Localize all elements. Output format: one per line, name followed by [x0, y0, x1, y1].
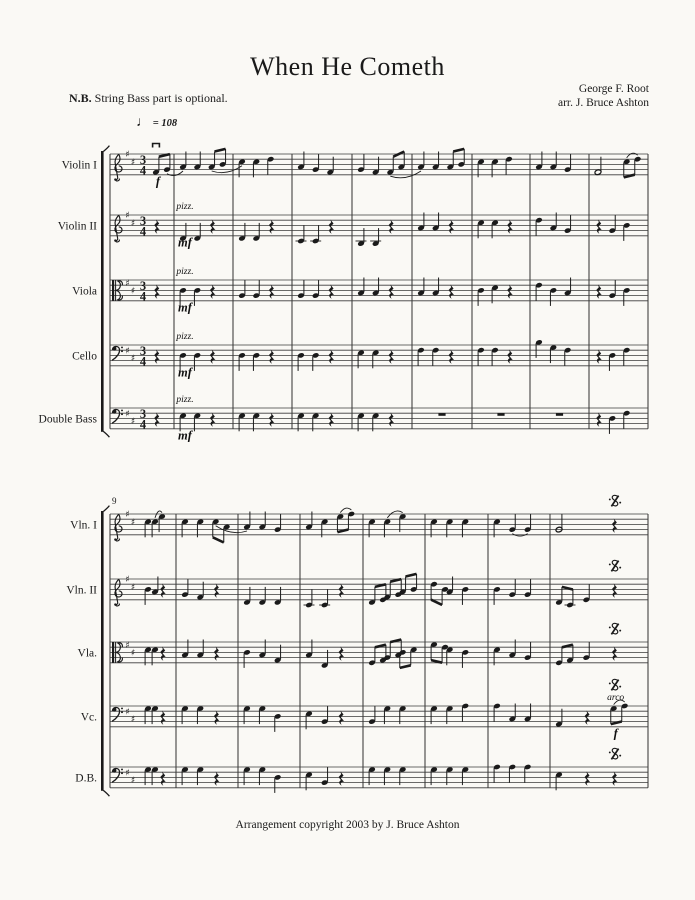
treble-clef-icon	[115, 580, 122, 606]
alto-clef-icon	[112, 642, 114, 663]
measure-number: 9	[112, 496, 117, 506]
time-signature-numerator: 3	[139, 343, 147, 358]
sharp-sign: ♯	[125, 640, 130, 651]
quarter-rest	[339, 711, 345, 725]
sharp-sign: ♯	[130, 219, 136, 229]
bracket-hook	[103, 431, 109, 437]
beam	[431, 660, 442, 663]
quarter-rest	[596, 413, 602, 427]
bass-clef-icon	[121, 346, 123, 348]
quarter-rest	[160, 647, 166, 661]
sharp-sign: ♯	[125, 150, 130, 161]
quarter-rest	[210, 350, 216, 364]
quarter-rest	[154, 413, 160, 427]
beam	[431, 600, 442, 605]
quarter-rest	[389, 220, 395, 234]
quarter-rest	[269, 350, 275, 364]
quarter-rest	[339, 647, 345, 661]
sharp-sign: ♯	[125, 575, 130, 586]
quarter-rest	[269, 285, 275, 299]
quarter-rest	[389, 413, 395, 427]
sharp-sign: ♯	[125, 278, 130, 289]
beam	[375, 584, 386, 587]
technique-marking: arco	[607, 693, 625, 703]
quarter-rest	[585, 711, 591, 725]
quarter-rest	[214, 584, 220, 598]
quarter-rest	[389, 285, 395, 299]
quarter-rest	[329, 413, 335, 427]
time-signature-denominator: 4	[139, 163, 147, 178]
time-signature-numerator: 3	[139, 278, 147, 293]
sharp-sign: ♯	[125, 707, 130, 718]
quarter-rest	[507, 220, 513, 234]
quarter-rest	[329, 285, 335, 299]
time-signature-denominator: 4	[139, 224, 147, 239]
segno-icon	[619, 630, 621, 632]
segno-icon	[609, 682, 611, 684]
bracket-hook	[103, 790, 109, 796]
copyright-line: Arrangement copyright 2003 by J. Bruce Ashton	[235, 819, 460, 831]
segno-icon	[609, 498, 611, 500]
quarter-rest	[210, 220, 216, 234]
quarter-rest	[210, 413, 216, 427]
downbow-icon	[153, 144, 160, 148]
bracket-hook	[103, 506, 109, 512]
quarter-rest	[585, 772, 591, 786]
quarter-rest	[596, 220, 602, 234]
quarter-rest	[507, 285, 513, 299]
quarter-rest	[339, 584, 345, 598]
beam	[390, 579, 401, 582]
beam	[453, 149, 464, 152]
quarter-rest	[214, 711, 220, 725]
quarter-rest	[269, 220, 275, 234]
page-title: When He Cometh	[250, 52, 445, 81]
staff-label: Double Bass	[38, 413, 97, 426]
quarter-rest	[449, 285, 455, 299]
sharp-sign: ♯	[130, 518, 136, 528]
segno-icon	[619, 502, 621, 504]
tempo-value: = 108	[152, 118, 178, 129]
quarter-rest	[449, 220, 455, 234]
sharp-sign: ♯	[130, 417, 136, 428]
quarter-rest	[612, 519, 618, 533]
time-signature-numerator: 3	[139, 406, 147, 421]
bass-clef-icon	[121, 409, 123, 411]
sharp-sign: ♯	[130, 715, 136, 726]
staff-label: Violin II	[57, 220, 97, 233]
arranger-name: arr. J. Bruce Ashton	[557, 97, 649, 109]
quarter-rest	[329, 220, 335, 234]
quarter-rest	[154, 285, 160, 299]
sharp-sign: ♯	[130, 158, 136, 168]
dynamic-marking: mf	[178, 300, 192, 315]
staff-label: Vln. II	[66, 584, 97, 597]
treble-clef-icon	[115, 155, 122, 181]
technique-marking: pizz.	[176, 202, 194, 212]
segno-icon	[609, 563, 611, 565]
bass-clef-icon	[121, 711, 123, 713]
staff-label: Cello	[72, 350, 97, 363]
quarter-rest	[269, 413, 275, 427]
nb-text: String Bass part is optional.	[91, 91, 228, 105]
sharp-sign: ♯	[125, 211, 130, 222]
treble-clef-icon	[115, 515, 122, 541]
quarter-rest	[214, 647, 220, 661]
staff-label: Vc.	[80, 711, 97, 724]
technique-marking: pizz.	[176, 332, 194, 342]
time-signature-numerator: 3	[139, 213, 147, 228]
sharp-sign: ♯	[130, 648, 136, 659]
quarter-rest	[449, 350, 455, 364]
staff-label: Violin I	[61, 159, 97, 172]
system-bracket	[101, 511, 104, 791]
quarter-rest	[210, 285, 216, 299]
time-signature-denominator: 4	[139, 354, 147, 369]
bass-clef-icon	[121, 350, 123, 352]
bass-clef-icon	[121, 768, 123, 770]
composer-name: George F. Root	[578, 83, 649, 95]
segno-icon	[609, 751, 611, 753]
quarter-note-icon: ♩	[136, 115, 150, 130]
whole-rest	[497, 413, 504, 416]
beam	[213, 537, 224, 542]
treble-clef-icon	[114, 538, 116, 540]
bass-clef-icon	[121, 413, 123, 415]
sharp-sign: ♯	[130, 583, 136, 593]
quarter-rest	[612, 584, 618, 598]
staff-label: D.B.	[75, 772, 97, 785]
slur	[340, 508, 351, 513]
beam	[406, 574, 417, 577]
technique-marking: pizz.	[176, 267, 194, 277]
beam	[215, 149, 226, 152]
quarter-rest	[507, 350, 513, 364]
staff-label: Viola	[72, 285, 97, 298]
beam	[400, 665, 411, 668]
quarter-rest	[154, 220, 160, 234]
staff-label: Vla.	[77, 647, 97, 660]
treble-clef-icon	[114, 239, 116, 241]
alto-clef-icon	[112, 280, 114, 301]
dynamic-marking: f	[155, 174, 161, 189]
quarter-rest	[154, 350, 160, 364]
quarter-rest	[612, 772, 618, 786]
technique-marking: pizz.	[176, 395, 194, 405]
beam	[159, 154, 170, 157]
quarter-rest	[596, 350, 602, 364]
sharp-sign: ♯	[130, 354, 136, 365]
quarter-rest	[160, 584, 166, 598]
sharp-sign: ♯	[125, 409, 130, 420]
whole-rest	[438, 413, 445, 416]
sharp-sign: ♯	[130, 286, 136, 297]
time-signature-denominator: 4	[139, 417, 147, 432]
quarter-rest	[329, 350, 335, 364]
quarter-rest	[612, 647, 618, 661]
quarter-rest	[596, 285, 602, 299]
sharp-sign: ♯	[125, 346, 130, 357]
dynamic-marking: f	[613, 726, 618, 741]
whole-rest	[556, 413, 563, 416]
quarter-rest	[339, 772, 345, 786]
quarter-rest	[214, 772, 220, 786]
segno-icon	[619, 686, 621, 688]
quarter-rest	[389, 350, 395, 364]
sharp-sign: ♯	[125, 768, 130, 779]
dynamic-marking: mf	[178, 365, 192, 380]
bass-clef-icon	[121, 707, 123, 709]
sharp-sign: ♯	[125, 510, 130, 521]
system-bracket	[101, 151, 104, 432]
time-signature-denominator: 4	[139, 289, 147, 304]
dynamic-marking: mf	[178, 428, 192, 443]
segno-icon	[619, 567, 621, 569]
staff-label: Vln. I	[70, 519, 97, 532]
bass-clef-icon	[121, 772, 123, 774]
dynamic-marking: mf	[178, 235, 192, 250]
treble-clef-icon	[114, 178, 116, 180]
bracket-hook	[103, 146, 109, 152]
sharp-sign: ♯	[130, 776, 136, 787]
quarter-rest	[160, 711, 166, 725]
treble-clef-icon	[115, 216, 122, 242]
nb-label: N.B.	[69, 91, 92, 105]
treble-clef-icon	[114, 603, 116, 605]
segno-icon	[609, 626, 611, 628]
time-signature-numerator: 3	[139, 152, 147, 167]
segno-icon	[619, 755, 621, 757]
quarter-rest	[160, 772, 166, 786]
